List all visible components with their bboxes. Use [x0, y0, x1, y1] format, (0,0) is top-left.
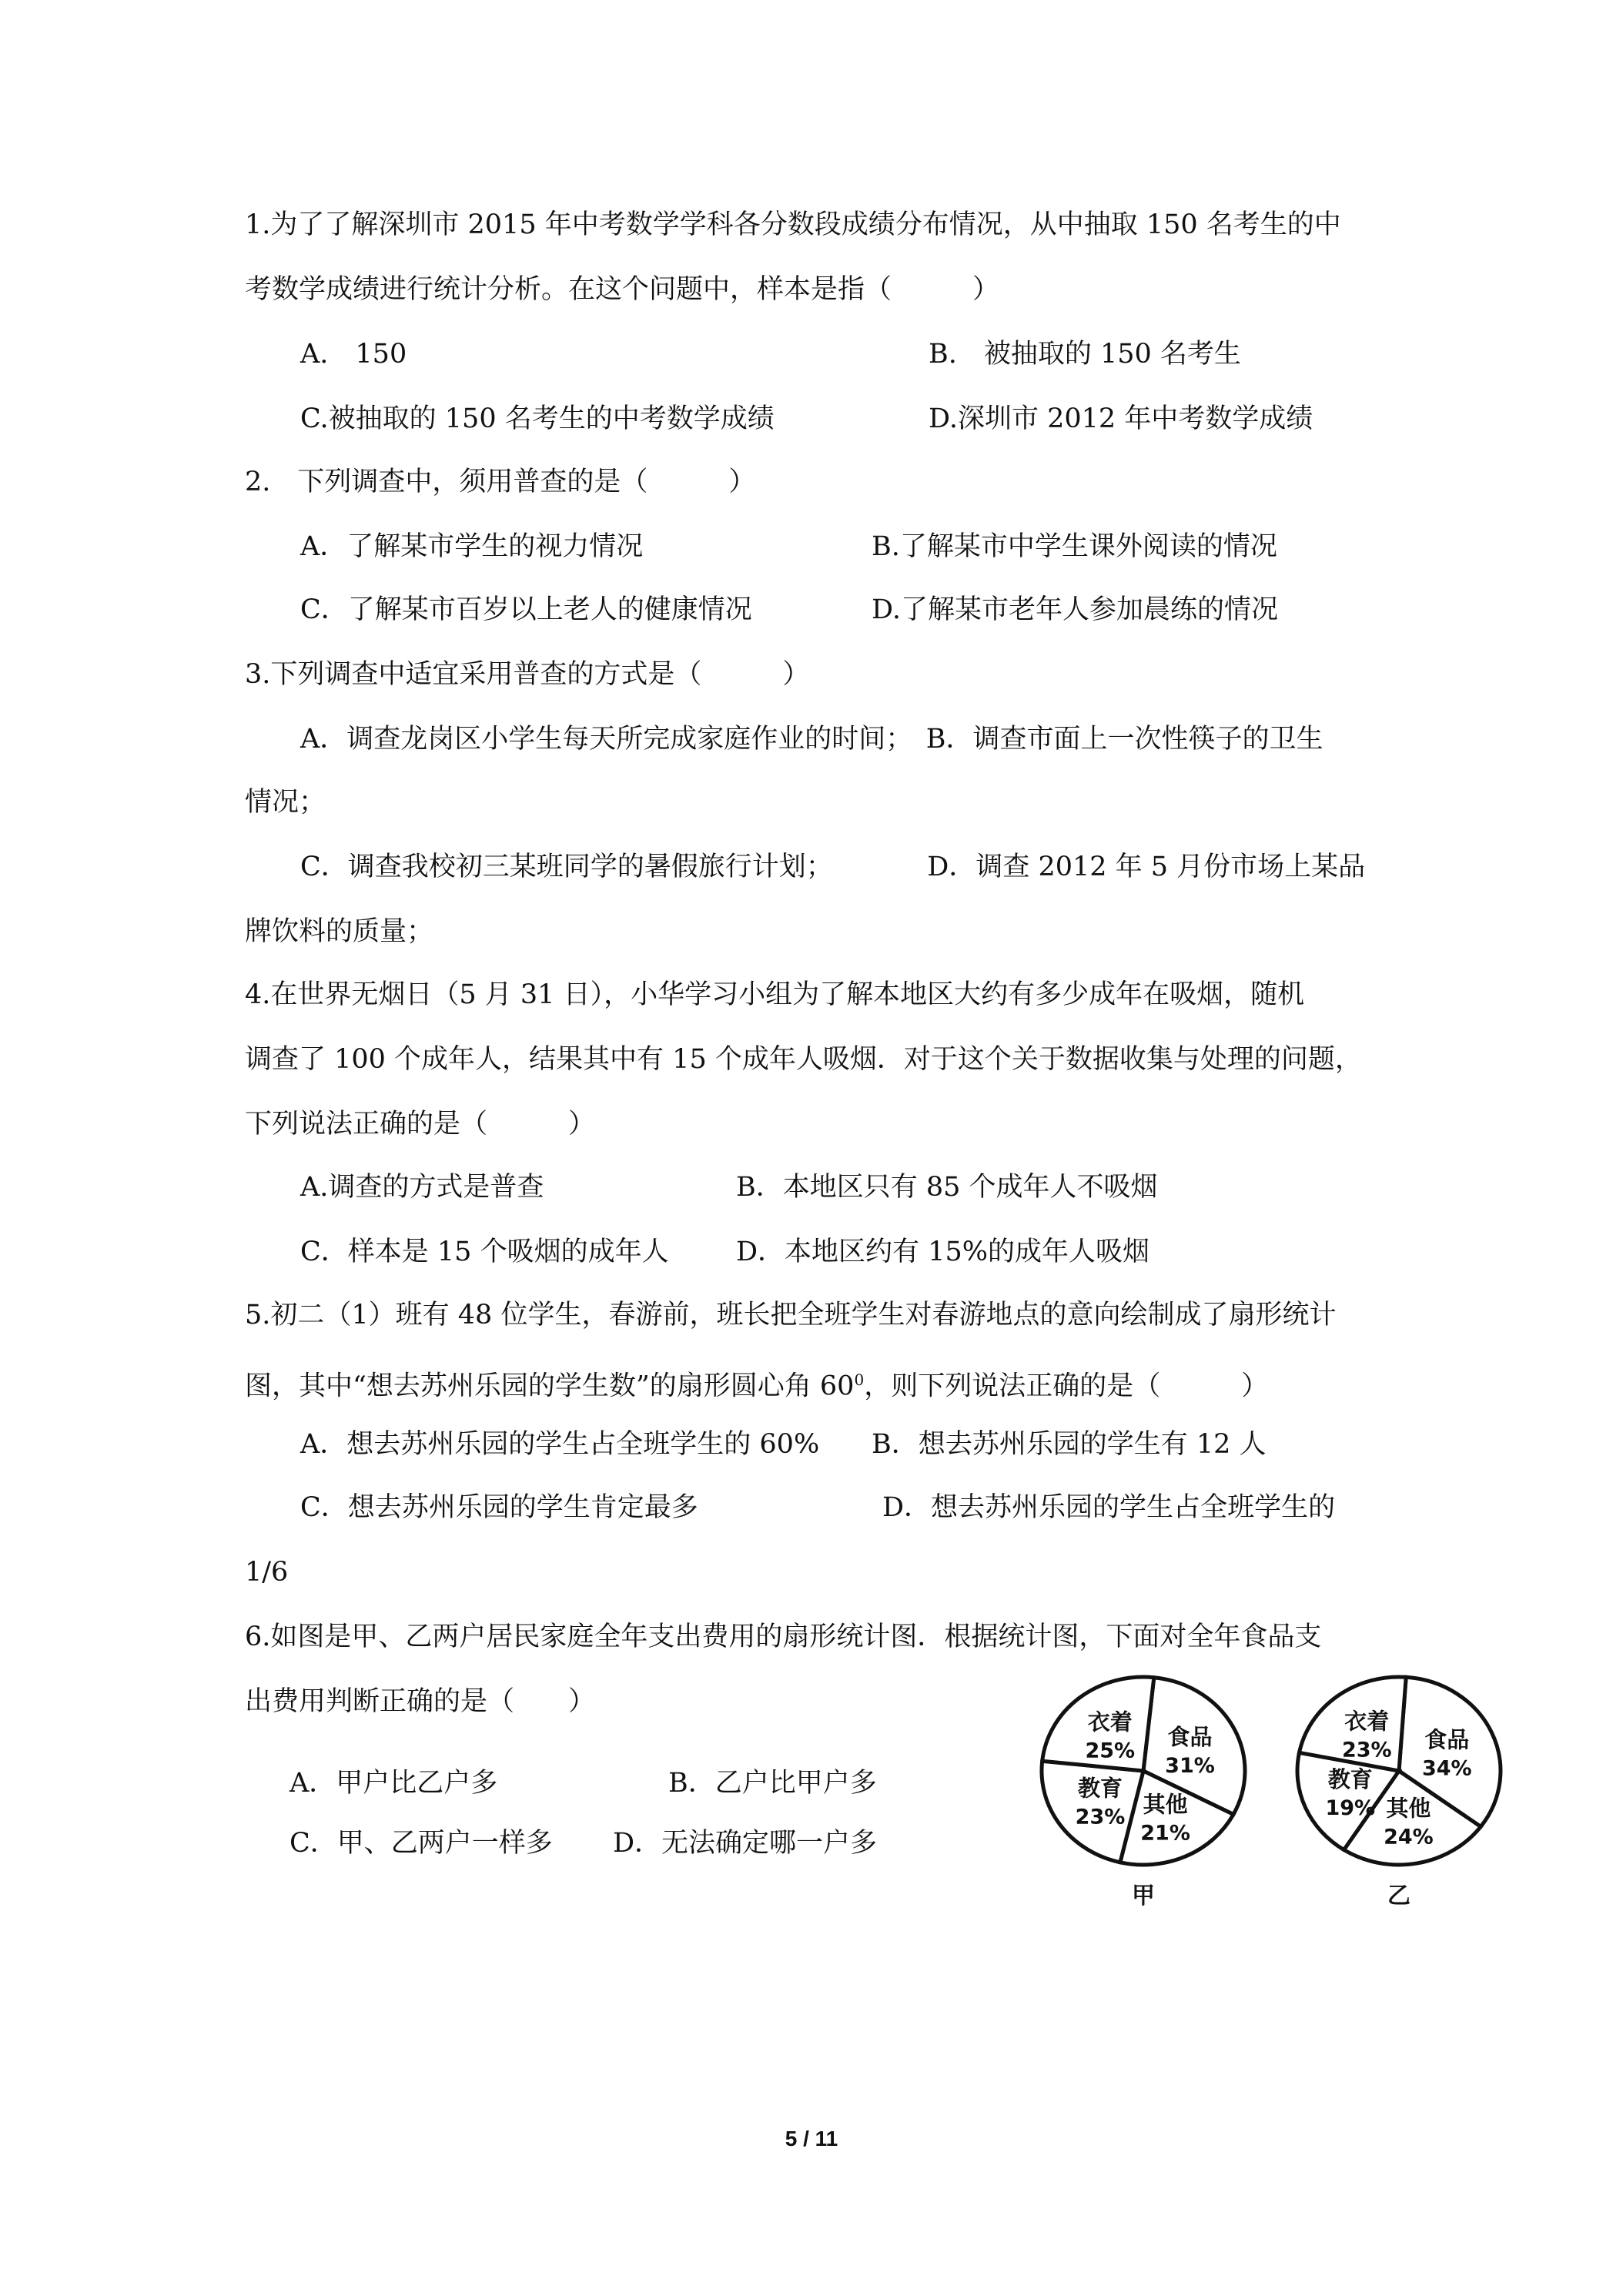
slice-value-label: 19%: [1325, 1796, 1376, 1820]
page-number: 5 / 11: [785, 2127, 838, 2150]
q4-stem-line2: 调查了 100 个成年人，结果其中有 15 个成年人吸烟．对于这个关于数据收集与处理的问题，: [245, 1044, 1362, 1075]
slice-value-label: 23%: [1341, 1738, 1392, 1762]
q4-stem-line3: 下列说法正确的是（ ）: [245, 1109, 596, 1140]
q3-stem: 3.下列调查中适宜采用普查的方式是（ ）: [245, 659, 810, 690]
slice-category-label: 食品: [1167, 1724, 1213, 1750]
q5-option-b: B．想去苏州乐园的学生有 12 人: [872, 1429, 1267, 1460]
q1-stem-line1: 1.为了了解深圳市 2015 年中考数学学科各分数段成绩分布情况，从中抽取 150 名考生的中: [245, 209, 1341, 240]
pie-title: 甲: [1132, 1883, 1155, 1909]
slice-value-label: 24%: [1384, 1825, 1434, 1849]
q5-option-d-continued: 1/6: [245, 1557, 289, 1588]
slice-category-label: 食品: [1424, 1726, 1470, 1753]
slice-value-label: 23%: [1075, 1805, 1126, 1829]
slice-value-label: 31%: [1165, 1754, 1215, 1778]
q3-options-cd-line2: 牌饮料的质量；: [245, 916, 434, 947]
q1-option-a: A. 150: [300, 339, 407, 370]
q4-stem-line1: 4.在世界无烟日（5 月 31 日），小华学习小组为了解本地区大约有多少成年在吸烟，随机: [245, 979, 1305, 1010]
q5-option-c: C．想去苏州乐园的学生肯定最多: [300, 1492, 698, 1523]
slice-value-label: 25%: [1085, 1739, 1136, 1763]
q4-option-b: B．本地区只有 85 个成年人不吸烟: [736, 1172, 1158, 1203]
q3-options-ab-line2: 情况；: [245, 787, 326, 818]
slice-value-label: 34%: [1421, 1756, 1472, 1781]
q1-option-d: D.深圳市 2012 年中考数学成绩: [929, 403, 1313, 434]
slice-category-label: 其他: [1143, 1791, 1188, 1818]
q1-option-b: B. 被抽取的 150 名考生: [929, 339, 1241, 370]
slice-category-label: 衣着: [1344, 1708, 1390, 1735]
slice-category-label: 衣着: [1087, 1709, 1133, 1735]
q6-option-c: C．甲、乙两户一样多: [289, 1828, 553, 1859]
slice-category-label: 其他: [1386, 1795, 1431, 1822]
q2-option-a: A．了解某市学生的视力情况: [300, 531, 644, 562]
q6-option-d: D．无法确定哪一户多: [613, 1828, 878, 1859]
q5-option-d: D．想去苏州乐园的学生占全班学生的: [882, 1492, 1336, 1523]
pie-chart-yi: [1287, 1663, 1518, 1917]
q6-stem-line2: 出费用判断正确的是（ ）: [245, 1686, 596, 1717]
q2-option-b: B.了解某市中学生课外阅读的情况: [872, 531, 1277, 562]
q2-option-c: C．了解某市百岁以上老人的健康情况: [300, 594, 752, 625]
pie-chart-jia: [1032, 1663, 1263, 1917]
q4-option-d: D．本地区约有 15%的成年人吸烟: [736, 1237, 1149, 1267]
q3-options-ab-line1: A．调查龙岗区小学生每天所完成家庭作业的时间； B．调查市面上一次性筷子的卫生: [300, 724, 1323, 755]
q2-stem: 2. 下列调查中，须用普查的是（ ）: [245, 467, 756, 497]
q1-stem-line2: 考数学成绩进行统计分析。在这个问题中，样本是指（ ）: [245, 274, 1000, 305]
q4-option-a: A.调查的方式是普查: [300, 1172, 544, 1203]
q5-stem-line2-post: ，则下列说法正确的是（ ）: [864, 1371, 1269, 1402]
slice-value-label: 21%: [1140, 1821, 1190, 1846]
q5-stem-line2: [245, 1361, 1268, 1405]
q5-stem-line1: 5.初二（1）班有 48 位学生，春游前，班长把全班学生对春游地点的意向绘制成了扇形统计: [245, 1300, 1337, 1330]
q5-stem-line2-pre: 图，其中“想去苏州乐园的学生数”的扇形圆心角 60: [245, 1371, 855, 1402]
slice-category-label: 教育: [1327, 1766, 1373, 1792]
slice-category-label: 教育: [1077, 1775, 1123, 1802]
pie-title: 乙: [1387, 1883, 1411, 1909]
q3-options-cd-line1: C．调查我校初三某班同学的暑假旅行计划； D．调查 2012 年 5 月份市场上某品: [300, 852, 1366, 882]
q2-option-d: D.了解某市老年人参加晨练的情况: [872, 594, 1278, 625]
q6-stem-line1: 6.如图是甲、乙两户居民家庭全年支出费用的扇形统计图．根据统计图，下面对全年食品支: [245, 1622, 1322, 1652]
q4-option-c: C．样本是 15 个吸烟的成年人: [300, 1237, 669, 1267]
q5-option-a: A．想去苏州乐园的学生占全班学生的 60%: [300, 1429, 820, 1460]
q6-option-a: A．甲户比乙户多: [289, 1768, 498, 1799]
q6-option-b: B．乙户比甲户多: [668, 1768, 877, 1799]
degree-superscript: 0: [854, 1371, 865, 1389]
q1-option-c: C.被抽取的 150 名考生的中考数学成绩: [300, 403, 775, 434]
